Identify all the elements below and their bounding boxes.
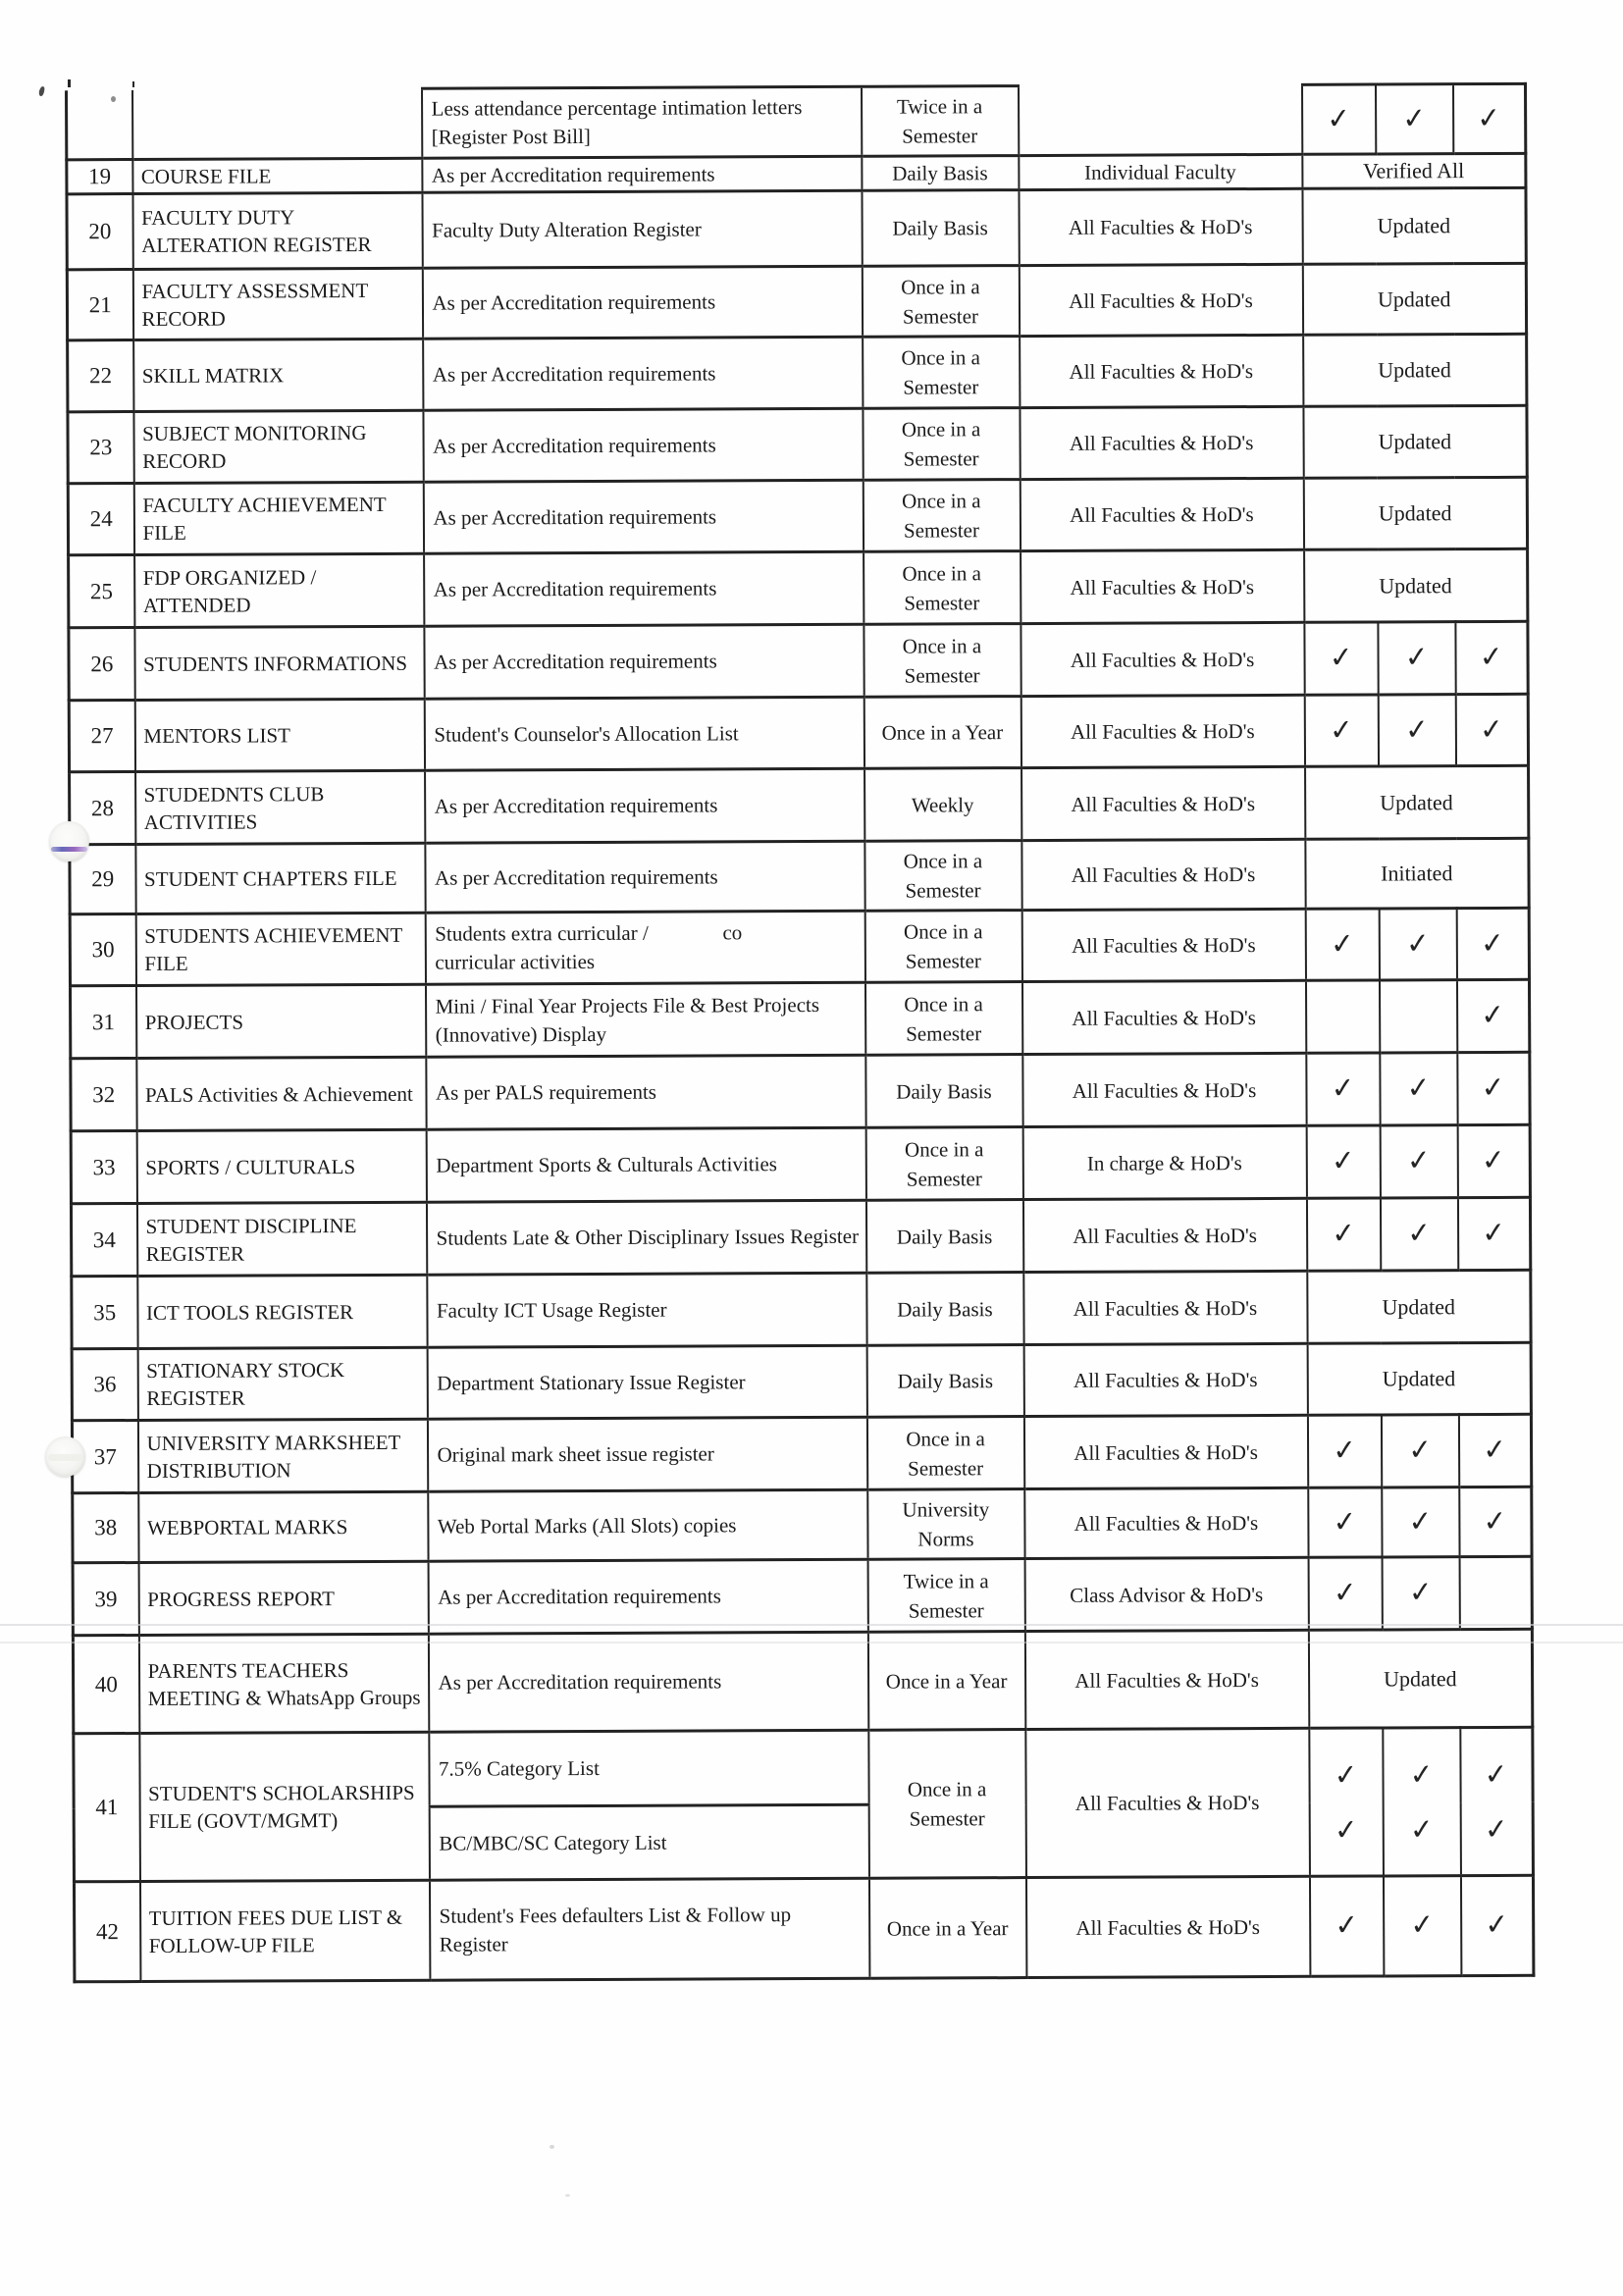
- table-row: [68, 405, 1527, 483]
- check-cell: [1378, 695, 1455, 766]
- checkmark-icon: ✓: [1408, 1811, 1436, 1848]
- record-text: STUDENT'S SCHOLARSHIPS FILE (GOVT/MGMT): [148, 1780, 415, 1833]
- check-cell: [1309, 1728, 1384, 1876]
- checkmark-icon: ✓: [1478, 639, 1505, 674]
- sno-cell: 24: [68, 484, 133, 555]
- table-border-nub: [68, 79, 71, 87]
- frequency-cell: Once in a Semester: [866, 1417, 1023, 1490]
- sno-cell: 37: [72, 1421, 137, 1493]
- table-row: [69, 548, 1528, 627]
- responsibility-cell: Individual Faculty: [1019, 154, 1302, 189]
- record-text: SUBJECT MONITORING RECORD: [141, 420, 367, 473]
- description-cell: Mini / Final Year Projects File & Best Projects (Innovative) Display: [425, 982, 864, 1057]
- check-cell: [1457, 1197, 1530, 1270]
- frequency-cell: Once in a Year: [868, 1878, 1025, 1979]
- check-cell: [1457, 1124, 1530, 1197]
- sno-cell: 38: [73, 1493, 138, 1563]
- status-cell: Updated: [1303, 334, 1527, 406]
- description-cell: Department Stationary Issue Register: [427, 1345, 866, 1419]
- check-cell: [1459, 1556, 1532, 1629]
- record-cell: [134, 699, 424, 771]
- record-cell: [132, 192, 422, 269]
- responsibility-cell: All Faculties & HoD's: [1022, 1198, 1306, 1272]
- sno-cell: 34: [71, 1204, 136, 1277]
- check-cell: [1305, 909, 1379, 980]
- checkmark-icon: ✓: [1484, 1906, 1510, 1942]
- record-text: SKILL MATRIX: [141, 363, 285, 388]
- description-cell: Faculty Duty Alteration Register: [422, 190, 862, 268]
- scan-speck: [550, 2145, 554, 2149]
- description-cell: As per Accreditation requirements: [425, 768, 864, 843]
- description-cell: 7.5% Category List: [429, 1730, 868, 1806]
- description-cell: Less attendance percentage intimation letters [Register Post Bill]: [422, 86, 862, 158]
- sno-cell: 33: [71, 1131, 136, 1204]
- frequency-cell: Once in a Semester: [863, 337, 1020, 409]
- status-cell: Initiated: [1305, 838, 1529, 909]
- check-cell: [1378, 622, 1455, 695]
- record-cell: [137, 1419, 427, 1492]
- checkmark-icon: ✓: [1330, 1070, 1356, 1106]
- checkmark-icon: ✓: [1483, 1811, 1510, 1847]
- record-cell: [134, 553, 424, 627]
- status-cell: Verified All: [1302, 153, 1526, 188]
- hole-punch-highlight: [48, 1454, 82, 1461]
- scanner-streak: [0, 1624, 1623, 1626]
- check-cell: [1306, 1125, 1380, 1198]
- status-cell: Updated: [1305, 765, 1529, 839]
- responsibility-cell: All Faculties & HoD's: [1020, 335, 1303, 407]
- checkmark-icon: ✓: [1329, 925, 1356, 961]
- check-stack: [1461, 1732, 1532, 1870]
- checkmark-icon: ✓: [1481, 1432, 1508, 1467]
- description-cell: As per PALS requirements: [426, 1055, 865, 1129]
- table-row: [70, 838, 1529, 913]
- check-cell: [1309, 1876, 1383, 1976]
- responsibility-cell: All Faculties & HoD's: [1021, 549, 1304, 623]
- status-cell: Updated: [1304, 548, 1528, 622]
- table-row: [73, 1629, 1532, 1733]
- record-cell: [136, 1129, 426, 1203]
- frequency-cell: Daily Basis: [865, 1200, 1022, 1274]
- table-row: [69, 621, 1528, 700]
- description-cell: Student's Counselor's Allocation List: [424, 697, 864, 770]
- record-cell: [132, 88, 422, 159]
- frequency-cell: Once in a Semester: [864, 551, 1021, 625]
- sno-cell: 19: [67, 160, 132, 194]
- record-cell: [136, 1202, 426, 1276]
- table-wrapper: [65, 82, 1535, 1983]
- checkmark-icon: ✓: [1480, 1070, 1507, 1105]
- frequency-cell: Once in a Semester: [863, 408, 1020, 481]
- record-text: FDP ORGANIZED / ATTENDED: [142, 564, 317, 617]
- check-cell: [1460, 1727, 1534, 1875]
- sno-cell: 23: [68, 412, 133, 484]
- check-cell: [1458, 1414, 1531, 1487]
- record-cell: [139, 1732, 430, 1881]
- responsibility-cell: All Faculties & HoD's: [1025, 1728, 1310, 1877]
- check-cell: [1306, 1198, 1380, 1271]
- table-row: [74, 1727, 1533, 1807]
- sno-cell: 41: [74, 1734, 140, 1882]
- frequency-cell: Once in a Year: [867, 1632, 1024, 1731]
- record-text: FACULTY DUTY ALTERATION REGISTER: [141, 205, 372, 257]
- sno-cell: 35: [72, 1277, 137, 1349]
- record-text: PROGRESS REPORT: [147, 1586, 335, 1611]
- description-cell: As per Accreditation requirements: [425, 841, 864, 913]
- record-text: FACULTY ACHIEVEMENT FILE: [142, 492, 387, 545]
- responsibility-cell: All Faculties & HoD's: [1020, 406, 1303, 479]
- record-text: FACULTY ASSESSMENT RECORD: [141, 278, 368, 331]
- check-cell: [1380, 1125, 1457, 1198]
- sno-cell: 42: [74, 1881, 139, 1981]
- table-row: [70, 765, 1529, 844]
- check-cell: [1308, 1487, 1382, 1557]
- checkmark-icon: ✓: [1479, 924, 1506, 961]
- frequency-cell: Once in a Semester: [863, 480, 1020, 552]
- responsibility-cell: [1019, 84, 1302, 155]
- responsibility-cell: All Faculties & HoD's: [1023, 1271, 1307, 1344]
- sno-cell: 40: [73, 1636, 138, 1734]
- check-cell: [1456, 979, 1529, 1052]
- record-cell: [135, 770, 425, 844]
- checkmark-icon: ✓: [1403, 639, 1430, 675]
- status-cell: Updated: [1303, 477, 1527, 549]
- status-cell: Updated: [1308, 1629, 1532, 1728]
- table-row: [70, 979, 1529, 1058]
- description-cell: As per Accreditation requirements: [428, 1559, 867, 1634]
- table-body: [67, 83, 1534, 1981]
- table-row: [71, 1197, 1530, 1276]
- table-row: [69, 694, 1528, 771]
- check-cell: [1304, 695, 1378, 766]
- frequency-cell: Once in a Semester: [864, 911, 1021, 983]
- frequency-cell: Once in a Year: [864, 697, 1021, 769]
- checkmark-icon: ✓: [1332, 1503, 1358, 1539]
- frequency-cell: Weekly: [864, 768, 1021, 842]
- sno-cell: 32: [71, 1059, 136, 1131]
- check-cell: [1376, 84, 1453, 154]
- check-cell: [1306, 1053, 1380, 1125]
- check-cell: [1460, 1875, 1533, 1975]
- frequency-cell: Once in a Semester: [864, 841, 1021, 912]
- responsibility-cell: All Faculties & HoD's: [1023, 1415, 1307, 1488]
- checkmark-icon: ✓: [1478, 710, 1505, 747]
- check-cell: [1304, 622, 1378, 695]
- record-text: WEBPORTAL MARKS: [146, 1515, 348, 1539]
- checkmark-icon: ✓: [1331, 1432, 1358, 1468]
- status-cell: Updated: [1303, 405, 1527, 478]
- responsibility-cell: All Faculties & HoD's: [1024, 1630, 1308, 1729]
- check-cell: [1379, 909, 1456, 980]
- check-cell: [1455, 694, 1528, 765]
- sno-cell: 21: [67, 270, 132, 340]
- record-text: UNIVERSITY MARKSHEET DISTRIBUTION: [146, 1430, 401, 1483]
- check-cell: [1380, 1053, 1457, 1125]
- table-row: [68, 477, 1527, 554]
- frequency-cell: Daily Basis: [862, 190, 1019, 267]
- check-cell: [1457, 1052, 1530, 1124]
- record-cell: [135, 843, 425, 913]
- record-cell: [134, 626, 424, 700]
- check-cell: [1307, 1415, 1381, 1487]
- record-cell: [133, 339, 423, 411]
- responsibility-cell: All Faculties & HoD's: [1019, 188, 1302, 265]
- record-text: PALS Activities & Achievement: [144, 1081, 413, 1107]
- description-cell: [425, 911, 864, 984]
- checkmark-icon: ✓: [1325, 100, 1352, 136]
- status-cell: Updated: [1302, 263, 1526, 335]
- table-row: [72, 1342, 1531, 1420]
- checkmark-icon: ✓: [1333, 1906, 1360, 1943]
- check-cell: [1380, 1198, 1457, 1271]
- checkmark-icon: ✓: [1408, 1756, 1435, 1792]
- checkmark-icon: ✓: [1332, 1574, 1359, 1610]
- description-cell: As per Accreditation requirements: [428, 1632, 867, 1732]
- responsibility-cell: All Faculties & HoD's: [1021, 980, 1305, 1054]
- description-cell: As per Accreditation requirements: [423, 480, 863, 553]
- record-text: PARENTS TEACHERS MEETING & WhatsApp Groups: [147, 1657, 421, 1710]
- description-cell: Web Portal Marks (All Slots) copies: [428, 1489, 867, 1561]
- responsibility-cell: All Faculties & HoD's: [1025, 1876, 1309, 1977]
- responsibility-cell: All Faculties & HoD's: [1020, 478, 1303, 550]
- checkmark-icon: ✓: [1480, 1142, 1507, 1177]
- checkmark-icon: ✓: [1333, 1756, 1359, 1793]
- checkmark-icon: ✓: [1482, 1502, 1509, 1539]
- responsibility-cell: All Faculties & HoD's: [1021, 909, 1305, 981]
- checkmark-icon: ✓: [1476, 99, 1502, 135]
- frequency-cell: Daily Basis: [862, 156, 1019, 191]
- checkmark-icon: ✓: [1405, 1215, 1433, 1251]
- record-text: COURSE FILE: [140, 164, 272, 188]
- frequency-cell: Daily Basis: [866, 1345, 1023, 1418]
- frequency-cell: University Norms: [867, 1489, 1024, 1560]
- frequency-cell: Once in a Semester: [862, 266, 1019, 338]
- description-line: curricular activities: [435, 949, 596, 974]
- record-cell: [132, 158, 422, 193]
- description-cell: As per Accreditation requirements: [422, 266, 862, 339]
- table-row: [67, 263, 1526, 339]
- frequency-cell: Twice in a Semester: [862, 86, 1019, 157]
- scan-speck: [111, 96, 116, 102]
- sno-cell: 25: [69, 555, 134, 628]
- record-text: STUDENT CHAPTERS FILE: [143, 865, 397, 891]
- hole-punch-refraction: [51, 847, 87, 852]
- hole-punch: [45, 1436, 85, 1477]
- check-stack: [1384, 1733, 1460, 1871]
- frequency-cell: Once in a Semester: [868, 1730, 1026, 1879]
- status-cell: Updated: [1307, 1342, 1531, 1415]
- checkmark-icon: ✓: [1403, 710, 1431, 747]
- checkmark-icon: ✓: [1405, 1142, 1433, 1178]
- table-row: [70, 908, 1529, 985]
- check-cell: [1455, 621, 1528, 694]
- description-cell: Students Late & Other Disciplinary Issues Register: [426, 1200, 865, 1275]
- check-cell: [1382, 1487, 1459, 1557]
- checkmark-icon: ✓: [1333, 1811, 1360, 1848]
- frequency-cell: Daily Basis: [866, 1273, 1023, 1346]
- record-cell: [139, 1880, 429, 1981]
- sno-cell: 29: [70, 845, 135, 914]
- description-cell: As per Accreditation requirements: [422, 156, 862, 192]
- responsibility-cell: Class Advisor & HoD's: [1024, 1557, 1308, 1631]
- check-cell: [1456, 908, 1529, 979]
- record-cell: [137, 1347, 427, 1420]
- checkmark-icon: ✓: [1408, 1906, 1436, 1943]
- frequency-cell: Once in a Semester: [864, 624, 1021, 698]
- hole-punch: [49, 821, 89, 861]
- record-text: ICT TOOLS REGISTER: [145, 1299, 354, 1325]
- description-cell: Department Sports & Culturals Activities: [426, 1127, 865, 1202]
- sno-cell: 30: [70, 914, 135, 986]
- record-cell: [135, 984, 425, 1058]
- record-cell: [137, 1275, 427, 1348]
- record-text: STATIONARY STOCK REGISTER: [146, 1358, 345, 1410]
- check-cell: [1383, 1876, 1460, 1976]
- sno-cell: 36: [72, 1349, 137, 1421]
- responsibility-cell: All Faculties & HoD's: [1021, 622, 1304, 696]
- record-cell: [136, 1057, 426, 1130]
- record-text: PROJECTS: [144, 1010, 244, 1034]
- responsibility-cell: All Faculties & HoD's: [1021, 766, 1305, 840]
- checkmark-icon: ✓: [1405, 1070, 1432, 1106]
- frequency-cell: Once in a Semester: [865, 1127, 1022, 1201]
- sno-cell: 26: [69, 628, 134, 701]
- records-checklist-table: [65, 82, 1535, 1983]
- description-text: Students extra curricular /: [435, 920, 649, 946]
- sno-cell: 20: [67, 194, 132, 270]
- record-text: STUDENTS INFORMATIONS: [143, 651, 408, 676]
- check-stack: [1310, 1733, 1383, 1871]
- table-row: [71, 1052, 1530, 1130]
- checkmark-icon: ✓: [1406, 1432, 1434, 1468]
- checkmark-icon: ✓: [1480, 1215, 1507, 1250]
- responsibility-cell: All Faculties & HoD's: [1019, 264, 1302, 336]
- description-cell: As per Accreditation requirements: [424, 551, 864, 626]
- table-row: [67, 187, 1526, 269]
- record-cell: [138, 1634, 428, 1733]
- table-row: [72, 1270, 1531, 1348]
- check-cell: [1302, 84, 1376, 154]
- record-text: MENTORS LIST: [143, 723, 290, 748]
- description-cell: BC/MBC/SC Category List: [429, 1804, 868, 1880]
- sno-cell: 27: [69, 701, 134, 772]
- record-text: TUITION FEES DUE LIST & FOLLOW-UP FILE: [148, 1905, 403, 1957]
- check-cell: [1305, 980, 1379, 1053]
- responsibility-cell: All Faculties & HoD's: [1021, 839, 1305, 910]
- record-text: SPORTS / CULTURALS: [145, 1154, 356, 1179]
- scan-speck: [565, 2194, 570, 2197]
- record-cell: [133, 410, 423, 483]
- scan-speck: [38, 86, 45, 97]
- description-cell: Original mark sheet issue register: [427, 1417, 866, 1491]
- frequency-cell: Daily Basis: [865, 1055, 1022, 1128]
- description-cell: As per Accreditation requirements: [424, 624, 864, 699]
- table-border-nub: [132, 81, 134, 87]
- table-row: [68, 334, 1527, 411]
- description-cell: As per Accreditation requirements: [423, 408, 863, 482]
- table-row: [74, 1875, 1533, 1981]
- table-row: [73, 1487, 1532, 1562]
- description-cell: Student's Fees defaulters List & Follow up Register: [429, 1878, 868, 1980]
- checkmark-icon: ✓: [1407, 1574, 1435, 1610]
- record-cell: [132, 268, 422, 339]
- status-cell: Updated: [1307, 1270, 1531, 1343]
- description-cell: Faculty ICT Usage Register: [427, 1273, 866, 1347]
- check-cell: [1379, 980, 1456, 1053]
- check-cell: [1381, 1415, 1458, 1487]
- sno-cell: 39: [73, 1563, 138, 1636]
- check-cell: [1382, 1557, 1459, 1630]
- sno-cell: [67, 90, 132, 160]
- check-cell: [1459, 1487, 1532, 1556]
- sno-cell: 31: [70, 986, 135, 1059]
- responsibility-cell: In charge & HoD's: [1022, 1125, 1306, 1199]
- checkmark-icon: ✓: [1328, 711, 1355, 748]
- table-row: [72, 1414, 1531, 1492]
- record-cell: [135, 913, 425, 985]
- record-cell: [138, 1491, 428, 1562]
- responsibility-cell: All Faculties & HoD's: [1023, 1343, 1307, 1416]
- frequency-cell: Once in a Semester: [864, 982, 1021, 1056]
- checkmark-icon: ✓: [1330, 1142, 1357, 1178]
- responsibility-cell: All Faculties & HoD's: [1021, 695, 1304, 767]
- check-cell: [1453, 83, 1526, 153]
- check-cell: [1308, 1557, 1382, 1630]
- description-text: co: [722, 920, 743, 945]
- checkmark-icon: ✓: [1400, 99, 1428, 135]
- table-row: [71, 1124, 1530, 1203]
- checkmark-icon: ✓: [1328, 639, 1354, 675]
- record-text: STUDENTS ACHIEVEMENT FILE: [144, 922, 403, 975]
- responsibility-cell: All Faculties & HoD's: [1022, 1053, 1306, 1126]
- checkmark-icon: ✓: [1483, 1755, 1510, 1792]
- responsibility-cell: All Faculties & HoD's: [1024, 1487, 1308, 1558]
- description-cell: As per Accreditation requirements: [423, 337, 863, 410]
- record-text: STUDEDNTS CLUB ACTIVITIES: [143, 781, 325, 834]
- checkmark-icon: ✓: [1407, 1502, 1434, 1539]
- checkmark-icon: ✓: [1330, 1215, 1357, 1251]
- record-text: STUDENT DISCIPLINE REGISTER: [145, 1213, 357, 1266]
- checkmark-icon: ✓: [1404, 924, 1432, 961]
- frequency-cell: Twice in a Semester: [867, 1559, 1024, 1633]
- description-line: [435, 918, 858, 949]
- status-cell: Updated: [1302, 187, 1526, 264]
- checkmark-icon: ✓: [1480, 997, 1506, 1032]
- scanner-streak: [0, 1642, 1623, 1644]
- sno-cell: 28: [70, 772, 135, 845]
- record-cell: [133, 482, 423, 554]
- check-cell: [1383, 1728, 1461, 1876]
- table-row-carryover: [67, 83, 1526, 159]
- sno-cell: 22: [68, 340, 133, 412]
